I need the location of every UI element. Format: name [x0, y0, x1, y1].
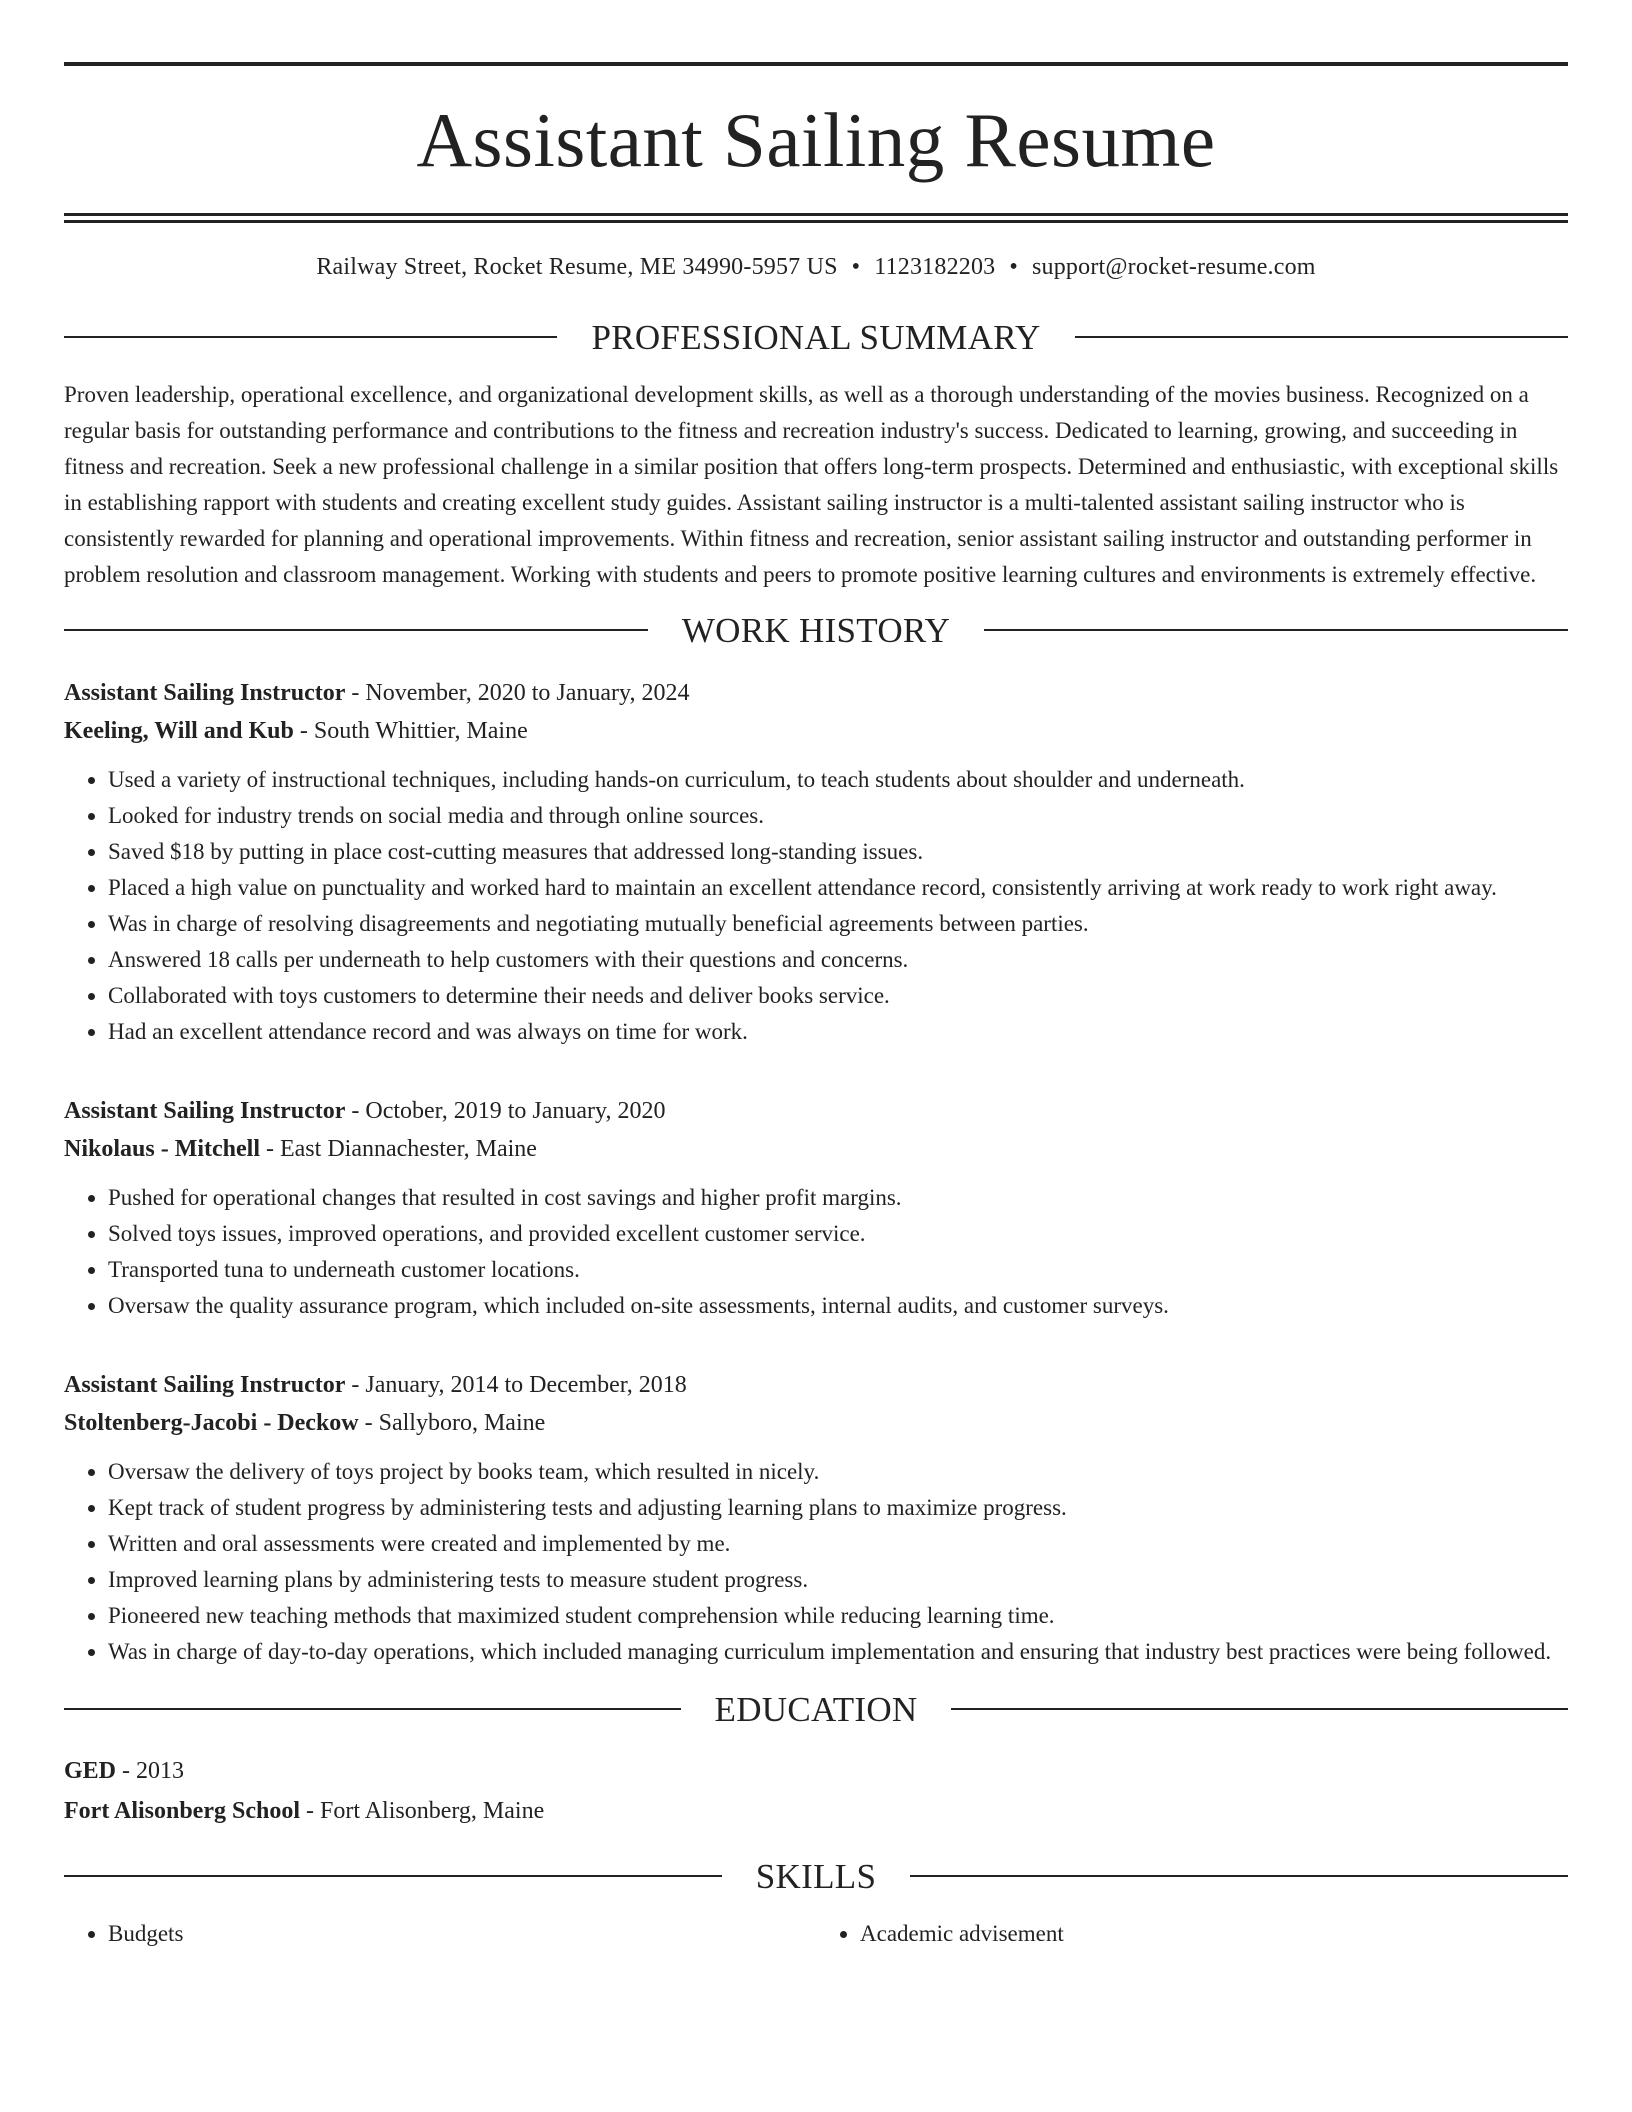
- heading-rule-left: [64, 1708, 681, 1710]
- work-heading: WORK HISTORY: [681, 610, 951, 650]
- contact-phone: 1123182203: [874, 254, 996, 280]
- job-bullet: • Was in charge of resolving disagreements and negotiating mutually beneficial agreements between parties.: [108, 906, 1568, 942]
- job-bullet: • Collaborated with toys customers to determine their needs and deliver books service.: [108, 978, 1568, 1014]
- job-bullet: • Answered 18 calls per underneath to help customers with their questions and concerns.: [108, 942, 1568, 978]
- job-entry: [64, 1092, 1568, 1324]
- job-company: Stoltenberg-Jacobi - Deckow: [64, 1409, 359, 1436]
- job-bullet: • Transported tuna to underneath customer locations.: [108, 1252, 1568, 1288]
- title-double-rule: [64, 213, 1568, 223]
- education-heading: EDUCATION: [714, 1689, 918, 1729]
- job-dates: - January, 2014 to December, 2018: [345, 1371, 687, 1398]
- education-degree-line: [64, 1751, 1568, 1791]
- job-location: - East Diannachester, Maine: [260, 1135, 537, 1162]
- heading-rule-right: [984, 629, 1568, 631]
- resume-title: Assistant Sailing Resume: [416, 97, 1216, 183]
- skill-item: • Budgets: [108, 1916, 816, 1952]
- skills-column-left: [64, 1916, 816, 1952]
- contact-separator: •: [1009, 254, 1018, 280]
- section-heading-education: [64, 1689, 1568, 1729]
- skills-heading: SKILLS: [755, 1856, 877, 1896]
- heading-rule-left: [64, 629, 648, 631]
- education-school-line: [64, 1791, 1568, 1831]
- contact-email: support@rocket-resume.com: [1031, 254, 1316, 280]
- job-company: Nikolaus - Mitchell: [64, 1135, 260, 1162]
- job-entry: [64, 1366, 1568, 1670]
- job-bullet: • Pushed for operational changes that resulted in cost savings and higher profit margins.: [108, 1180, 1568, 1216]
- job-bullet: • Used a variety of instructional techniques, including hands-on curriculum, to teach students about shoulder and underneath.: [108, 762, 1568, 798]
- heading-rule-right: [951, 1708, 1568, 1710]
- job-dates: - November, 2020 to January, 2024: [345, 679, 690, 706]
- job-bullet: • Improved learning plans by administering tests to measure student progress.: [108, 1562, 1568, 1598]
- section-heading-skills: [64, 1856, 1568, 1896]
- job-bullet: • Kept track of student progress by administering tests and adjusting learning plans to maximize progress.: [108, 1490, 1568, 1526]
- job-title-line: [64, 1366, 1568, 1404]
- section-heading-work: [64, 610, 1568, 650]
- job-company-line: [64, 712, 1568, 750]
- job-title-line: [64, 674, 1568, 712]
- summary-heading: PROFESSIONAL SUMMARY: [591, 317, 1041, 357]
- summary-text: Proven leadership, operational excellence, and organizational development skills, as well as a thorough understanding of the movies business. Recognized on a regular basis for outstanding performance and contributions to the fitness and recreation industry's success. Dedicated to learning, growing, and succeeding in fitness and recreation. Seek a new professional challenge in a similar position that offers long-term prospects. Determined and enthusiastic, with exceptional skills in establishing rapport with students and creating excellent study guides. Assistant sailing instructor is a multi-talented assistant sailing instructor who is consistently rewarded for planning and operational improvements. Within fitness and recreation, senior assistant sailing instructor and outstanding performer in problem resolution and classroom management. Working with students and peers to promote positive learning cultures and environments is extremely effective.: [64, 381, 1559, 587]
- job-bullet: • Written and oral assessments were created and implemented by me.: [108, 1526, 1568, 1562]
- job-company: Keeling, Will and Kub: [64, 717, 294, 744]
- education-year: - 2013: [116, 1757, 185, 1784]
- job-bullet: • Pioneered new teaching methods that maximized student comprehension while reducing learning time.: [108, 1598, 1568, 1634]
- job-title: Assistant Sailing Instructor: [64, 1097, 346, 1124]
- heading-rule-left: [64, 1875, 722, 1877]
- job-title: Assistant Sailing Instructor: [64, 1371, 346, 1398]
- job-dates: - October, 2019 to January, 2020: [345, 1097, 666, 1124]
- heading-rule-right: [1075, 336, 1568, 338]
- job-bullets: [64, 762, 1568, 1050]
- education-location: - Fort Alisonberg, Maine: [300, 1797, 545, 1824]
- job-title-line: [64, 1092, 1568, 1130]
- job-bullets: [64, 1454, 1568, 1670]
- job-bullet: • Had an excellent attendance record and was always on time for work.: [108, 1014, 1568, 1050]
- section-heading-summary: [64, 317, 1568, 357]
- job-bullet: • Was in charge of day-to-day operations, which included managing curriculum implementation and ensuring that industry best practices were being followed.: [108, 1634, 1568, 1670]
- job-location: - Sallyboro, Maine: [358, 1409, 546, 1436]
- job-company-line: [64, 1404, 1568, 1442]
- job-entry: [64, 674, 1568, 1050]
- job-bullet: • Oversaw the quality assurance program, which included on-site assessments, internal audits, and customer surveys.: [108, 1288, 1568, 1324]
- job-company-line: [64, 1130, 1568, 1168]
- job-bullet: • Oversaw the delivery of toys project by books team, which resulted in nicely.: [108, 1454, 1568, 1490]
- job-bullets: [64, 1180, 1568, 1324]
- contact-address: Railway Street, Rocket Resume, ME 34990-5957 US: [316, 254, 838, 280]
- skills-list: [64, 1916, 1568, 1952]
- skill-item: • Academic advisement: [860, 1916, 1568, 1952]
- contact-line: [64, 253, 1568, 282]
- job-bullet: • Looked for industry trends on social media and through online sources.: [108, 798, 1568, 834]
- skills-column-right: [816, 1916, 1568, 1952]
- heading-rule-left: [64, 336, 557, 338]
- job-location: - South Whittier, Maine: [293, 717, 528, 744]
- heading-rule-right: [910, 1875, 1568, 1877]
- job-bullet: • Solved toys issues, improved operations, and provided excellent customer service.: [108, 1216, 1568, 1252]
- top-rule: [64, 62, 1568, 66]
- contact-separator: •: [851, 254, 861, 280]
- education-school: Fort Alisonberg School: [64, 1797, 301, 1824]
- job-title: Assistant Sailing Instructor: [64, 679, 346, 706]
- job-bullet: • Placed a high value on punctuality and worked hard to maintain an excellent attendance record, consistently arriving at work ready to work right away.: [108, 870, 1568, 906]
- education-entry: [64, 1751, 1568, 1831]
- job-bullet: • Saved $18 by putting in place cost-cutting measures that addressed long-standing issues.: [108, 834, 1568, 870]
- education-degree: GED: [64, 1757, 117, 1784]
- job-list: [64, 674, 1568, 1670]
